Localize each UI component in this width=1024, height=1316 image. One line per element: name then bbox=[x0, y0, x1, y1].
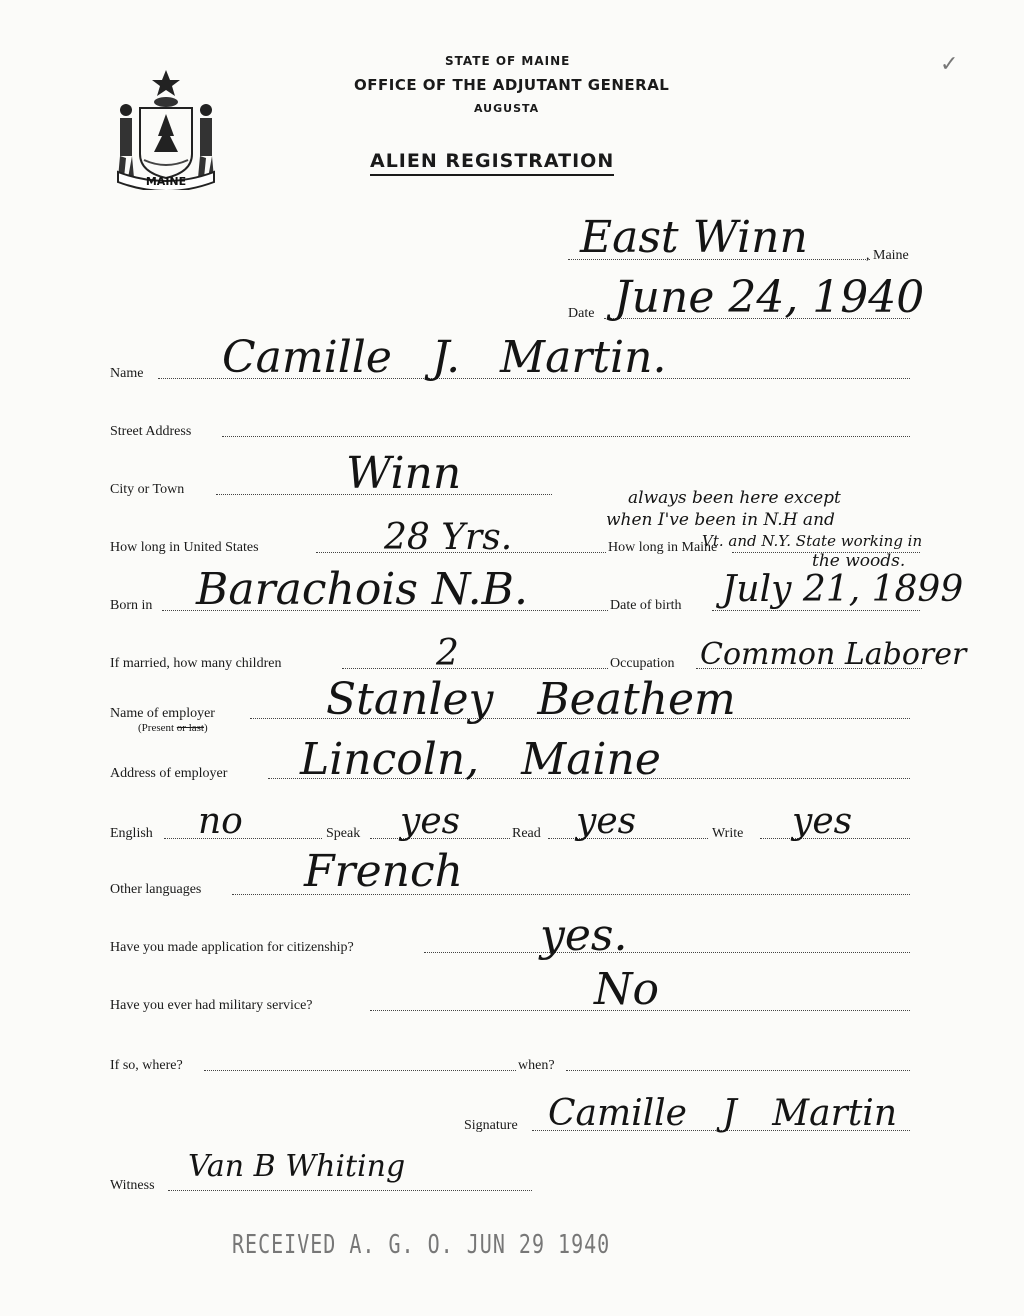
maine-entry-line2: when I've been in N.H and bbox=[606, 510, 835, 530]
town-entry: East Winn bbox=[580, 212, 808, 263]
how-long-maine-line bbox=[732, 552, 920, 553]
date-of-birth-label: Date of birth bbox=[610, 598, 682, 613]
present-suffix: ) bbox=[204, 722, 208, 734]
witness-entry: Van B Whiting bbox=[188, 1149, 406, 1184]
write-entry: yes bbox=[792, 801, 853, 842]
children-label: If married, how many children bbox=[110, 656, 282, 671]
signature-label: Signature bbox=[464, 1118, 518, 1133]
city-entry: Winn bbox=[346, 448, 462, 499]
read-label: Read bbox=[512, 826, 541, 841]
when-line bbox=[566, 1070, 910, 1071]
witness-line bbox=[168, 1190, 532, 1191]
born-in-entry: Barachois N.B. bbox=[196, 564, 528, 615]
how-long-us-label: How long in United States bbox=[110, 540, 259, 555]
occupation-label: Occupation bbox=[610, 656, 675, 671]
city-label: City or Town bbox=[110, 482, 185, 497]
where-label: If so, where? bbox=[110, 1058, 183, 1073]
citizenship-label: Have you made application for citizenship? bbox=[110, 940, 354, 955]
seal-text: MAINE bbox=[145, 175, 187, 188]
citizenship-entry: yes. bbox=[540, 910, 628, 961]
street-address-label: Street Address bbox=[110, 424, 192, 439]
date-label: Date bbox=[568, 306, 595, 321]
maine-entry-line1: always been here except bbox=[628, 488, 841, 508]
date-of-birth-line bbox=[712, 610, 920, 611]
speak-label: Speak bbox=[326, 826, 361, 841]
english-label: English bbox=[110, 826, 153, 841]
check-mark: ✓ bbox=[940, 52, 959, 77]
maine-label: , Maine bbox=[866, 248, 909, 263]
city-heading: AUGUSTA bbox=[474, 102, 540, 115]
occupation-entry: Common Laborer bbox=[700, 637, 967, 672]
years-us-entry: 28 Yrs. bbox=[384, 517, 513, 558]
when-label: when? bbox=[518, 1058, 555, 1073]
born-in-label: Born in bbox=[110, 598, 153, 613]
state-heading: STATE OF MAINE bbox=[445, 54, 571, 68]
write-label: Write bbox=[712, 826, 744, 841]
present-struck: or last bbox=[176, 722, 204, 734]
received-stamp: RECEIVED A. G. O. JUN 29 1940 bbox=[232, 1228, 611, 1260]
maine-entry-line4: the woods. bbox=[812, 551, 906, 571]
where-line bbox=[204, 1070, 516, 1071]
children-entry: 2 bbox=[436, 633, 459, 674]
children-line bbox=[342, 668, 608, 669]
street-address-line bbox=[222, 436, 910, 437]
military-entry: No bbox=[594, 964, 659, 1015]
employer-entry: Stanley Beathem bbox=[326, 674, 736, 725]
employer-label: Name of employer bbox=[110, 706, 215, 721]
military-label: Have you ever had military service? bbox=[110, 998, 313, 1013]
birth-date-entry: July 21, 1899 bbox=[722, 569, 964, 610]
employer-address-label: Address of employer bbox=[110, 766, 228, 781]
employer-address-entry: Lincoln, Maine bbox=[300, 734, 661, 785]
witness-label: Witness bbox=[110, 1178, 155, 1193]
how-long-maine-label: How long in Maine bbox=[608, 540, 718, 555]
other-languages-label: Other languages bbox=[110, 882, 202, 897]
form-title: ALIEN REGISTRATION bbox=[370, 150, 614, 176]
name-label: Name bbox=[110, 366, 144, 381]
maine-entry-line3: Vt. and N.Y. State working in bbox=[702, 532, 923, 550]
speak-entry: yes bbox=[400, 801, 461, 842]
name-entry: Camille J. Martin. bbox=[222, 332, 667, 383]
signature-entry: Camille J Martin bbox=[548, 1093, 898, 1134]
office-heading: OFFICE OF THE ADJUTANT GENERAL bbox=[354, 76, 670, 94]
english-entry: no bbox=[198, 801, 243, 842]
english-line bbox=[164, 838, 322, 839]
present-note bbox=[138, 722, 208, 734]
state-seal bbox=[110, 64, 222, 190]
read-entry: yes bbox=[576, 801, 637, 842]
date-entry: June 24, 1940 bbox=[614, 272, 925, 323]
other-languages-entry: French bbox=[304, 846, 463, 897]
present-prefix: (Present bbox=[138, 722, 177, 734]
citizenship-line bbox=[424, 952, 910, 953]
